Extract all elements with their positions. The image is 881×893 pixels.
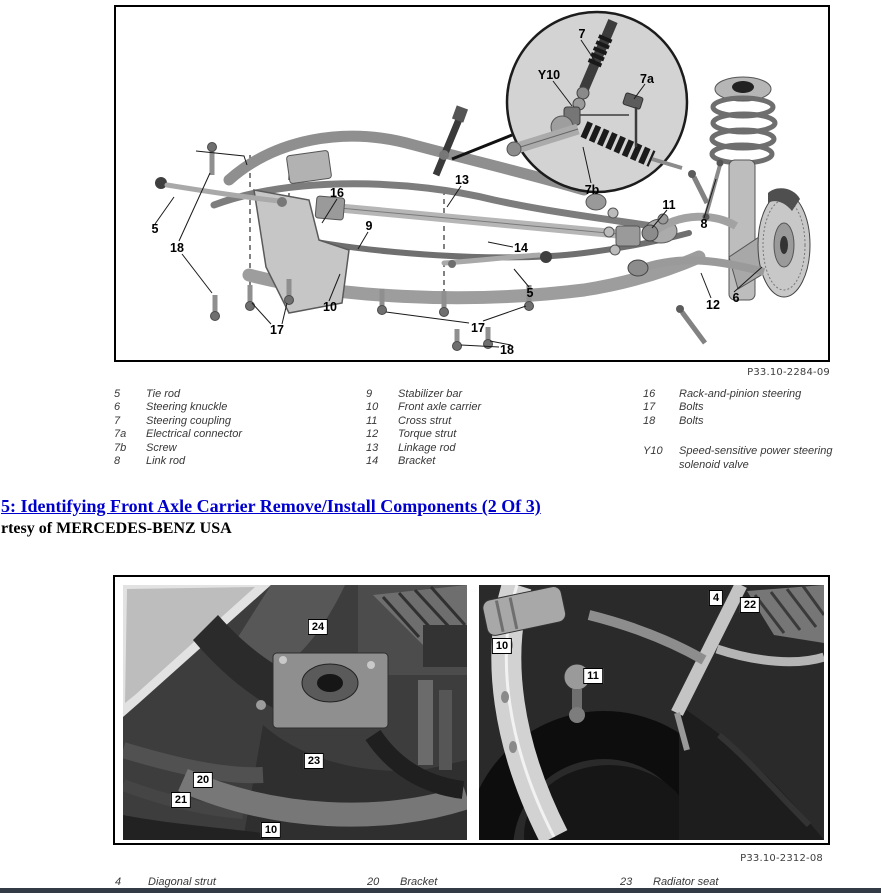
legend-item-11 <box>366 415 611 428</box>
legend-top-col1 <box>114 388 359 468</box>
callout-18: 18 <box>500 343 514 357</box>
legend-item-7 <box>114 415 359 428</box>
legend-text: Linkage rod <box>398 441 456 454</box>
callout-9: 9 <box>365 219 373 233</box>
legend-num: 7a <box>114 428 127 441</box>
photo-engine-mount <box>123 585 467 840</box>
legend-item-10 <box>366 401 611 414</box>
legend-text: Stabilizer bar <box>398 388 463 400</box>
legend-item-17 <box>643 401 843 414</box>
legend-text: Radiator seat <box>653 876 719 888</box>
figure-front-axle-diagram <box>114 5 830 362</box>
callout-5: 5 <box>526 286 534 300</box>
legend-num: Y10 <box>643 445 663 458</box>
legend-num: 8 <box>114 455 121 468</box>
legend-item-diagonal-strut <box>115 876 216 888</box>
legend-num: 14 <box>366 455 379 468</box>
callout-7b: 7b <box>584 183 600 197</box>
callout-20: 20 <box>193 772 213 788</box>
figure-photos <box>113 575 830 845</box>
legend-text: Cross strut <box>398 414 452 427</box>
legend-item-18 <box>643 415 843 428</box>
callout-5: 5 <box>151 222 159 236</box>
legend-num: 16 <box>643 388 656 400</box>
callout-21: 21 <box>171 792 191 808</box>
figure-code-bottom: P33.10-2312-08 <box>740 853 823 864</box>
legend-num: 20 <box>367 876 380 888</box>
callout-8: 8 <box>700 217 708 231</box>
callout-Y10: Y10 <box>537 68 561 82</box>
callout-10: 10 <box>323 300 337 314</box>
legend-num: 4 <box>115 876 122 888</box>
legend-top-col3 <box>643 388 843 472</box>
legend-num: 10 <box>366 401 379 414</box>
legend-num: 5 <box>114 388 121 400</box>
callout-10: 10 <box>261 822 281 838</box>
legend-item-bracket <box>367 876 437 888</box>
callout-4: 4 <box>709 590 723 606</box>
legend-text: Bracket <box>398 455 436 468</box>
callout-11: 11 <box>583 668 603 684</box>
legend-num: 13 <box>366 441 379 454</box>
photo-wheel-arch <box>479 585 824 840</box>
legend-text: Bolts <box>679 401 704 414</box>
legend-item-16 <box>643 388 843 401</box>
legend-text: Torque strut <box>398 428 457 441</box>
legend-item-7a <box>114 428 359 441</box>
figure-title-link[interactable]: 5: Identifying Front Axle Carrier Remove/Install Components (2 Of 3) <box>1 496 541 516</box>
steering-shaft-art <box>436 105 468 175</box>
legend-num: 7 <box>114 414 121 427</box>
legend-item-7b <box>114 442 359 455</box>
callout-13: 13 <box>455 173 469 187</box>
callout-17: 17 <box>270 323 284 337</box>
callout-17: 17 <box>471 321 485 335</box>
callout-14: 14 <box>514 241 528 255</box>
callout-16: 16 <box>330 186 344 200</box>
legend-top-col2 <box>366 388 611 468</box>
legend-item-9 <box>366 388 611 401</box>
legend-item-6 <box>114 401 359 414</box>
legend-item-5 <box>114 388 359 401</box>
callout-22: 22 <box>740 597 760 613</box>
figure-code-top: P33.10-2284-09 <box>747 367 830 378</box>
bottom-bar <box>0 888 881 893</box>
legend-text: Steering coupling <box>146 414 232 427</box>
legend-num: 12 <box>366 428 379 441</box>
legend-item-8 <box>114 455 359 468</box>
legend-num: 17 <box>643 401 656 414</box>
legend-num: 6 <box>114 401 121 414</box>
front-axle-diagram-art <box>116 7 828 360</box>
bolts-art <box>208 143 534 351</box>
legend-item-Y10 <box>643 445 843 472</box>
legend-text: Diagonal strut <box>148 876 216 888</box>
legend-item-13 <box>366 442 611 455</box>
legend-item-12 <box>366 428 611 441</box>
callout-18: 18 <box>170 241 184 255</box>
callout-7: 7 <box>578 27 586 41</box>
legend-text: Tie rod <box>146 388 181 400</box>
legend-text: Speed-sensitive power steering solenoid valve <box>679 445 833 471</box>
callout-11: 11 <box>662 198 676 212</box>
courtesy-text: rtesy of MERCEDES-BENZ USA <box>1 520 232 537</box>
legend-num: 23 <box>620 876 633 888</box>
legend-num: 9 <box>366 388 373 400</box>
callout-10: 10 <box>492 638 512 654</box>
legend-text: Front axle carrier <box>398 401 482 414</box>
callout-12: 12 <box>706 298 720 312</box>
legend-text: Steering knuckle <box>146 401 228 414</box>
legend-item-14 <box>366 455 611 468</box>
legend-text: Rack-and-pinion steering <box>679 388 802 400</box>
legend-num: 11 <box>366 414 378 427</box>
legend-text: Screw <box>146 441 177 454</box>
legend-item-radiator-seat <box>620 876 718 888</box>
legend-text: Electrical connector <box>146 428 242 441</box>
legend-num: 7b <box>114 441 127 454</box>
callout-24: 24 <box>308 619 328 635</box>
legend-text: Bracket <box>400 876 438 888</box>
legend-text: Link rod <box>146 455 186 468</box>
callout-7a: 7a <box>640 72 654 86</box>
callout-6: 6 <box>732 291 740 305</box>
legend-text: Bolts <box>679 414 704 427</box>
legend-num: 18 <box>643 414 656 427</box>
callout-23: 23 <box>304 753 324 769</box>
